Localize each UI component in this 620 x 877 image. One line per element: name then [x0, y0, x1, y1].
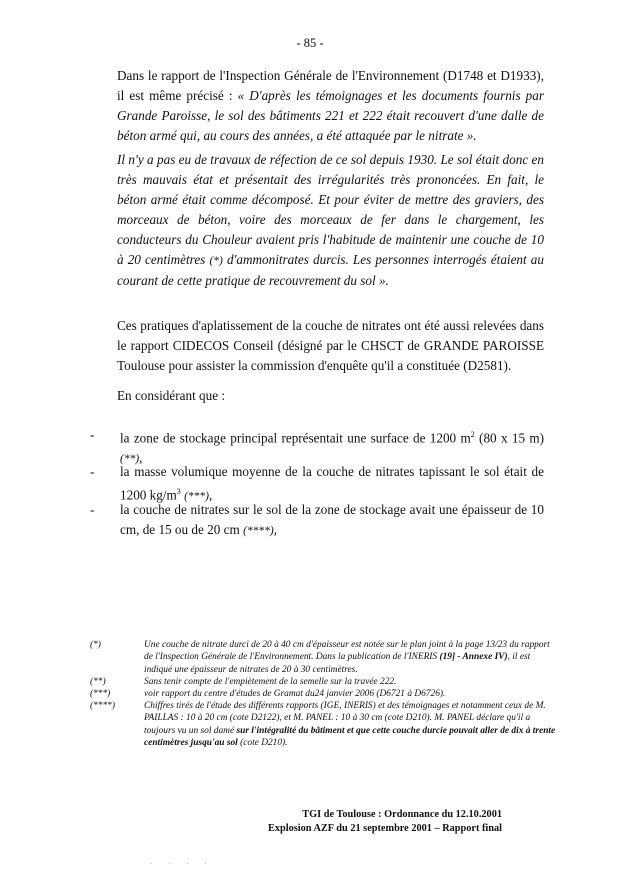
paragraph-considering: En considérant que : [117, 388, 226, 403]
footnote-text-b: (cote D210). [237, 737, 288, 748]
paragraph-cidecos: Ces pratiques d'aplatissement de la couche de nitrates ont été aussi relevées dans le rapport CIDECOS Conseil (désigné par le CHSCT de GRANDE PAROISSE Toulouse pour assister la commission d'enquête qu'il a constituée (D2581). [117, 318, 544, 373]
list-superscript: 3 [176, 487, 181, 496]
footnote-marker: (**) [90, 677, 106, 687]
paragraph-text-after: d'ammonitrates durcis. Les personnes interrogés étaient au courant de cette pratique de recouvrement du sol ». [117, 252, 544, 288]
footnote-text: voir rapport du centre d'études de Gramat du24 janvier 2006 (D6721 à D6726). [144, 689, 446, 699]
footnote-bold-text: (19] - Annexe IV) [439, 652, 508, 663]
footer-line-court: TGI de Toulouse : Ordonnance du 12.10.2001 [302, 809, 502, 820]
footnote-marker: (****) [90, 701, 115, 711]
list-text-c: , [139, 450, 143, 466]
paragraph-intro: Dans le rapport de l'Inspection Générale de l'Environnement (D1748 et D1933), il est même précisé : [117, 68, 544, 103]
paragraph-igr-report [117, 66, 544, 146]
footnote-marker: (***) [90, 689, 111, 699]
footnote-marker: (***) [184, 490, 209, 503]
list-item-text [120, 500, 544, 541]
footnote-bold-text: sur l'intégralité du bâtiment et que cette couche durcie pouvait aller de dix à trente centimètres jusqu'au sol [144, 725, 556, 748]
list-text-c: , [273, 522, 278, 537]
list-superscript: 2 [470, 430, 475, 439]
footnote-marker: (****) [243, 525, 274, 537]
footnote-text-a: Chiffres tirés de l'étude des différents rapports (IGE, INERIS) et des témoignages et notamment ceux de M. PAILLAS : 10 à 20 cm (cote D2122), et M. PANEL : 10 à 30 cm (cote D210). M. PANEL déclare qu'il a toujours vu un sol damé [144, 701, 546, 736]
quote-text: « D'après les témoignages et les documents fournis par Grande Paroisse, le sol des bâtiments 221 et 222 était recouvert d'une dalle de béton armé qui, au cours des années, a été attaquée par le nitrate ». [117, 88, 544, 143]
list-text-a: la zone de stockage principal représentait une surface de 1200 m [120, 430, 471, 446]
paragraph-text-before: Il n'y a pas eu de travaux de réfection de ce sol depuis 1930. Le sol était donc en très mauvais état et présentait des irrégularités très prononcées. En fait, le béton armé était comme décomposé. Et pour éviter de mettre des graviers, des morceaux de béton, voire des morceaux de fer dans le chargement, les conducteurs du Chouleur avaient pris l'habitude de maintenir une couche de 10 à 20 centimètres [117, 152, 544, 267]
footnote-text: Sans tenir compte de l'empiètement de la semelle sur la travée 222. [144, 677, 397, 687]
footnote-text-a: Une couche de nitrate durci de 20 à 40 cm d'épaisseur est notée sur le plan joint à la page 13/23 du rapport de l'Inspection Générale de l'Environnement. Dans la publication de l'INERIS [144, 640, 550, 663]
page-number: - 85 - [296, 36, 324, 50]
footer [268, 808, 502, 836]
footer-line-report: Explosion AZF du 21 septembre 2001 – Rapport final [268, 823, 502, 834]
list-text-a: la masse volumique moyenne de la couche de nitrates tapissant le sol était de 1200 kg/m [120, 464, 544, 503]
footnote-text-b: , il est indiqué une épaisseur de nitrates de 20 à 30 centimètres. [144, 652, 531, 675]
list-dash: - [90, 427, 95, 442]
paragraph-floor-condition [117, 150, 544, 291]
footnote-marker: (*) [90, 640, 101, 650]
list-dash: - [90, 502, 95, 517]
footnote-text [144, 639, 556, 676]
footnote-marker: (**) [120, 453, 140, 466]
list-text-a: la couche de nitrates sur le sol de la zone de stockage avait une épaisseur de 10 cm, de 15 ou de 20 cm [120, 502, 544, 537]
footnote-text [144, 700, 556, 749]
footnote-marker: (*) [209, 255, 223, 267]
scan-artifact: · · · · [150, 860, 214, 868]
list-text-c: , [209, 487, 213, 503]
list-text-b: (80 x 15 m) [474, 430, 545, 446]
list-dash: - [90, 464, 95, 479]
